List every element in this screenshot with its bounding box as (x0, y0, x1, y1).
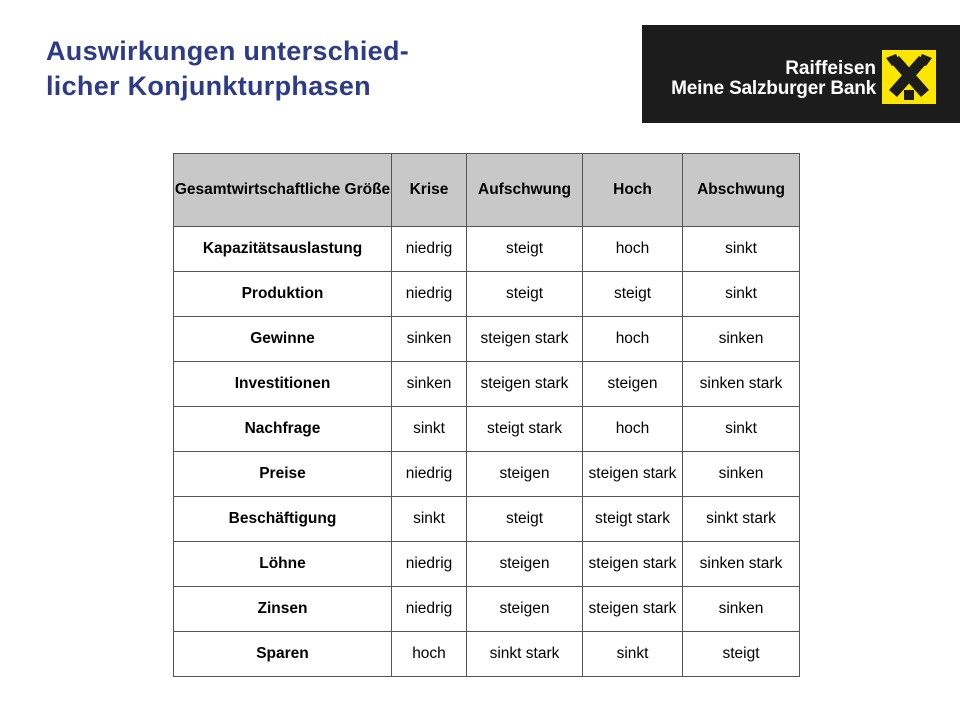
header-aufschwung: Aufschwung (467, 154, 583, 227)
table-cell: niedrig (392, 542, 467, 587)
table-cell: hoch (583, 407, 683, 452)
table-cell: steigen stark (583, 452, 683, 497)
table-cell: niedrig (392, 452, 467, 497)
slide-title-line-1: Auswirkungen unterschied- (46, 36, 410, 66)
table-cell: niedrig (392, 587, 467, 632)
table-cell: sinken (683, 587, 800, 632)
table-row (174, 587, 800, 632)
table-row (174, 362, 800, 407)
row-label: Sparen (174, 632, 392, 677)
table-cell: steigen (467, 452, 583, 497)
table-row (174, 317, 800, 362)
table-row (174, 272, 800, 317)
header-hoch: Hoch (583, 154, 683, 227)
table-cell: steigen (467, 587, 583, 632)
table-cell: steigen (467, 542, 583, 587)
table-cell: sinken stark (683, 362, 800, 407)
raiffeisen-logo (642, 25, 960, 123)
table-cell: steigen (583, 362, 683, 407)
logo-text (671, 59, 876, 99)
row-label: Preise (174, 452, 392, 497)
logo-bank-name: Meine Salzburger Bank (671, 78, 876, 99)
table-row (174, 632, 800, 677)
table-cell: sinkt stark (467, 632, 583, 677)
table-cell: sinkt (683, 407, 800, 452)
table-cell: steigen stark (583, 587, 683, 632)
table-cell: sinken (683, 452, 800, 497)
crossed-horse-heads-icon (882, 50, 936, 104)
table-cell: hoch (392, 632, 467, 677)
table-cell: sinken (683, 317, 800, 362)
header-abschwung: Abschwung (683, 154, 800, 227)
table-cell: sinkt (392, 497, 467, 542)
table-header-row (174, 154, 800, 227)
row-label: Produktion (174, 272, 392, 317)
table-row (174, 542, 800, 587)
logo-brand-name: Raiffeisen (785, 58, 876, 79)
table-cell: sinken (392, 317, 467, 362)
table-cell: steigt (683, 632, 800, 677)
table-cell: steigt (467, 272, 583, 317)
slide-title (46, 34, 566, 104)
header-gesamtwirtschaftliche-groesse: Gesamtwirtschaftliche Größe (174, 154, 392, 227)
table-cell: niedrig (392, 272, 467, 317)
row-label: Zinsen (174, 587, 392, 632)
slide-title-line-2: licher Konjunkturphasen (46, 71, 371, 101)
row-label: Investitionen (174, 362, 392, 407)
table-row (174, 497, 800, 542)
table-cell: steigt (583, 272, 683, 317)
table-cell: sinkt stark (683, 497, 800, 542)
table-cell: hoch (583, 317, 683, 362)
row-label: Beschäftigung (174, 497, 392, 542)
table-cell: steigt stark (467, 407, 583, 452)
table-cell: niedrig (392, 227, 467, 272)
row-label: Kapazitätsauslastung (174, 227, 392, 272)
table-cell: sinkt (583, 632, 683, 677)
table-cell: steigen stark (467, 362, 583, 407)
row-label: Löhne (174, 542, 392, 587)
header-krise: Krise (392, 154, 467, 227)
table-cell: sinken stark (683, 542, 800, 587)
table-cell: steigt stark (583, 497, 683, 542)
table-cell: sinkt (683, 227, 800, 272)
row-label: Nachfrage (174, 407, 392, 452)
table-row (174, 407, 800, 452)
table-cell: steigt (467, 497, 583, 542)
table-cell: hoch (583, 227, 683, 272)
table-cell: steigen stark (467, 317, 583, 362)
table-cell: sinkt (683, 272, 800, 317)
table-row (174, 452, 800, 497)
table-row (174, 227, 800, 272)
table-cell: steigt (467, 227, 583, 272)
table-cell: sinkt (392, 407, 467, 452)
table-cell: steigen stark (583, 542, 683, 587)
table-cell: sinken (392, 362, 467, 407)
row-label: Gewinne (174, 317, 392, 362)
konjunktur-table (173, 153, 800, 677)
